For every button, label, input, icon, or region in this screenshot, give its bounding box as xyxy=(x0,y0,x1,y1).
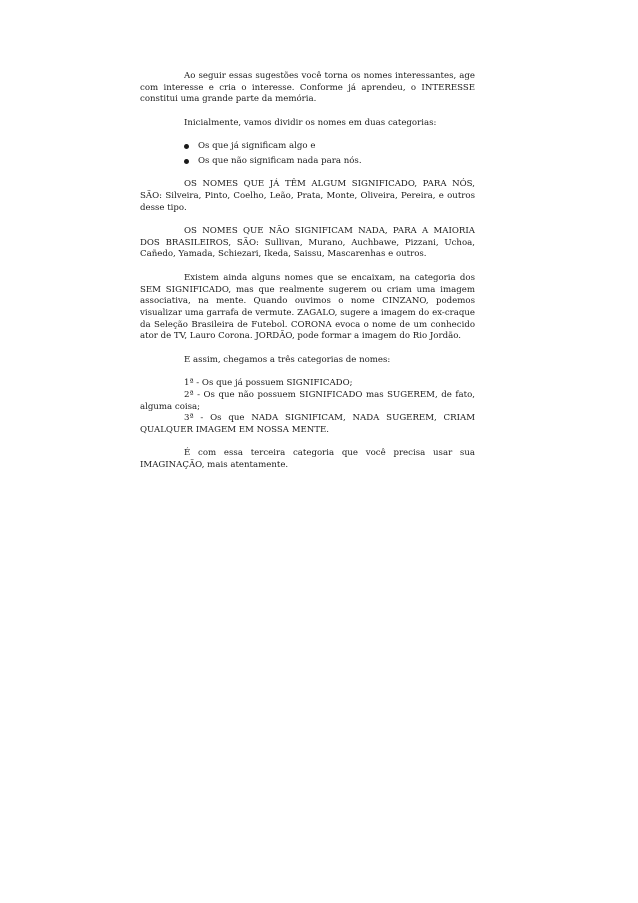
list-item xyxy=(184,141,475,153)
text-column xyxy=(140,71,475,483)
paragraph-categories-intro: Inicialmente, vamos dividir os nomes em duas categorias: xyxy=(184,117,437,128)
bullet-text: Os que já significam algo e xyxy=(198,141,316,152)
category-bullet-list xyxy=(140,141,475,167)
category-item: 1ª - Os que já possuem SIGNIFICADO; xyxy=(184,378,353,389)
category-item: 2ª - Os que não possuem SIGNIFICADO mas SUGEREM, de fato, alguma coisa; xyxy=(140,389,475,412)
paragraph-three-categories: E assim, chegamos a três categorias de nomes: xyxy=(184,354,391,365)
paragraph-imagination: É com essa terceira categoria que você precisa usar sua IMAGINAÇÃO, mais atentamente. xyxy=(140,448,475,471)
bullet-text: Os que não significam nada para nós. xyxy=(198,155,362,166)
bullet-icon xyxy=(184,159,189,164)
paragraph-interest: Ao seguir essas sugestões você torna os nomes interessantes, age com interesse e cria o interesse. Conforme já aprendeu, o INTERESSE constitui uma grande parte da memória. xyxy=(140,71,475,105)
bullet-icon xyxy=(184,144,189,149)
category-item: 3ª - Os que NADA SIGNIFICAM, NADA SUGEREM, CRIAM QUALQUER IMAGEM EM NOSSA MENTE. xyxy=(140,413,475,435)
paragraph-names-without-meaning: OS NOMES QUE NÃO SIGNIFICAM NADA, PARA A MAIORIA DOS BRASILEIROS, SÃO: Sullivan, Murano, Auchbawe, Pizzani, Uchoa, Cañedo, Yamada, Schiezari, Ikeda, Saissu, Mascarenhas e outros. xyxy=(140,226,475,260)
category-list xyxy=(140,378,475,437)
paragraph-suggestive-names: Existem ainda alguns nomes que se encaixam, na categoria dos SEM SIGNIFICADO, mas que realmente sugerem ou criam uma imagem associativa, na mente. Quando ouvimos o nome CINZANO, podemos visualizar uma garrafa de vermute. ZAGALO, sugere a imagem do ex-craque da Seleção Brasileira de Futebol. CORONA evoca o nome de um conhecido ator de TV, Lauro Corona. JORDÃO, pode formar a imagem do Rio Jordão. xyxy=(140,272,475,342)
paragraph-names-with-meaning: OS NOMES QUE JÁ TÊM ALGUM SIGNIFICADO, PARA NÓS, SÃO: Silveira, Pinto, Coelho, Leão, Prata, Monte, Oliveira, Pereira, e outros desse tipo. xyxy=(140,179,475,213)
list-item xyxy=(184,156,475,168)
